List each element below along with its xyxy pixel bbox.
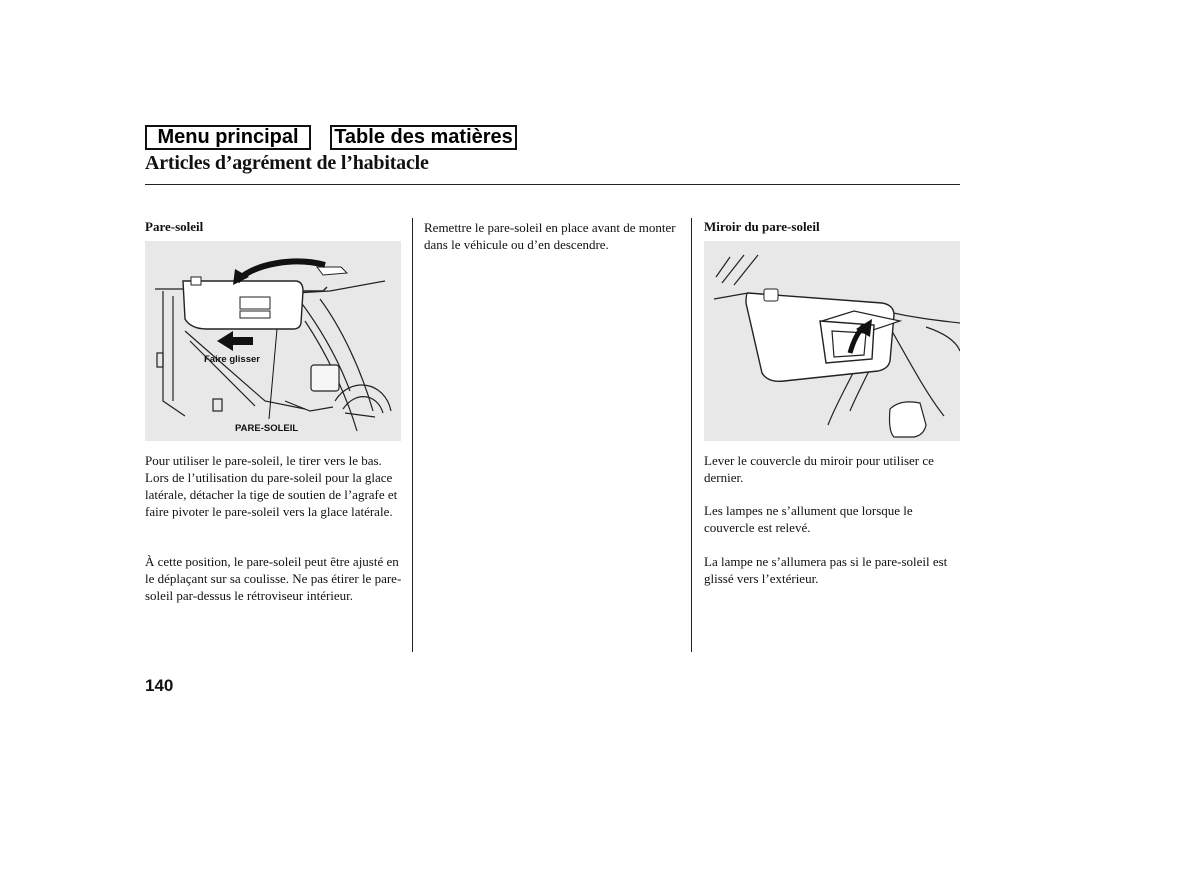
body-paragraph: Remettre le pare-soleil en place avant de monter dans le véhicule ou d’en descendre. bbox=[424, 220, 676, 252]
table-of-contents-button[interactable]: Table des matières bbox=[330, 125, 517, 150]
sun-visor-label: PARE-SOLEIL bbox=[235, 423, 299, 434]
title-rule bbox=[145, 184, 960, 185]
sun-visor-heading: Pare-soleil bbox=[145, 219, 204, 234]
main-menu-button[interactable]: Menu principal bbox=[145, 125, 311, 150]
body-paragraph: Pour utiliser le pare-soleil, le tirer vers le bas. Lors de l’utilisation du pare-soleil pour la glace latérale, détacher la tige de soutien de l’agrafe et faire pivoter le pare-soleil vers la glace latérale. bbox=[145, 453, 398, 519]
page-number: 140 bbox=[145, 676, 174, 695]
visor-mirror-drawing bbox=[704, 241, 960, 441]
visor-mirror-illustration bbox=[704, 241, 960, 441]
column-divider bbox=[691, 218, 692, 652]
visor-mirror-heading: Miroir du pare-soleil bbox=[704, 219, 820, 234]
body-paragraph: Lever le couvercle du miroir pour utiliser ce dernier. bbox=[704, 453, 934, 485]
slide-label: Faire glisser bbox=[204, 354, 260, 365]
body-paragraph: La lampe ne s’allumera pas si le pare-soleil est glissé vers l’extérieur. bbox=[704, 554, 948, 586]
sun-visor-drawing bbox=[145, 241, 401, 441]
column-divider bbox=[412, 218, 413, 652]
sun-visor-illustration bbox=[145, 241, 401, 441]
body-paragraph: Les lampes ne s’allument que lorsque le couvercle est relevé. bbox=[704, 503, 913, 535]
body-paragraph: À cette position, le pare-soleil peut être ajusté en le déplaçant sur sa coulisse. Ne pas étirer le pare-soleil par-dessus le rétroviseur intérieur. bbox=[145, 554, 402, 603]
section-title: Articles d’agrément de l’habitacle bbox=[145, 152, 429, 174]
